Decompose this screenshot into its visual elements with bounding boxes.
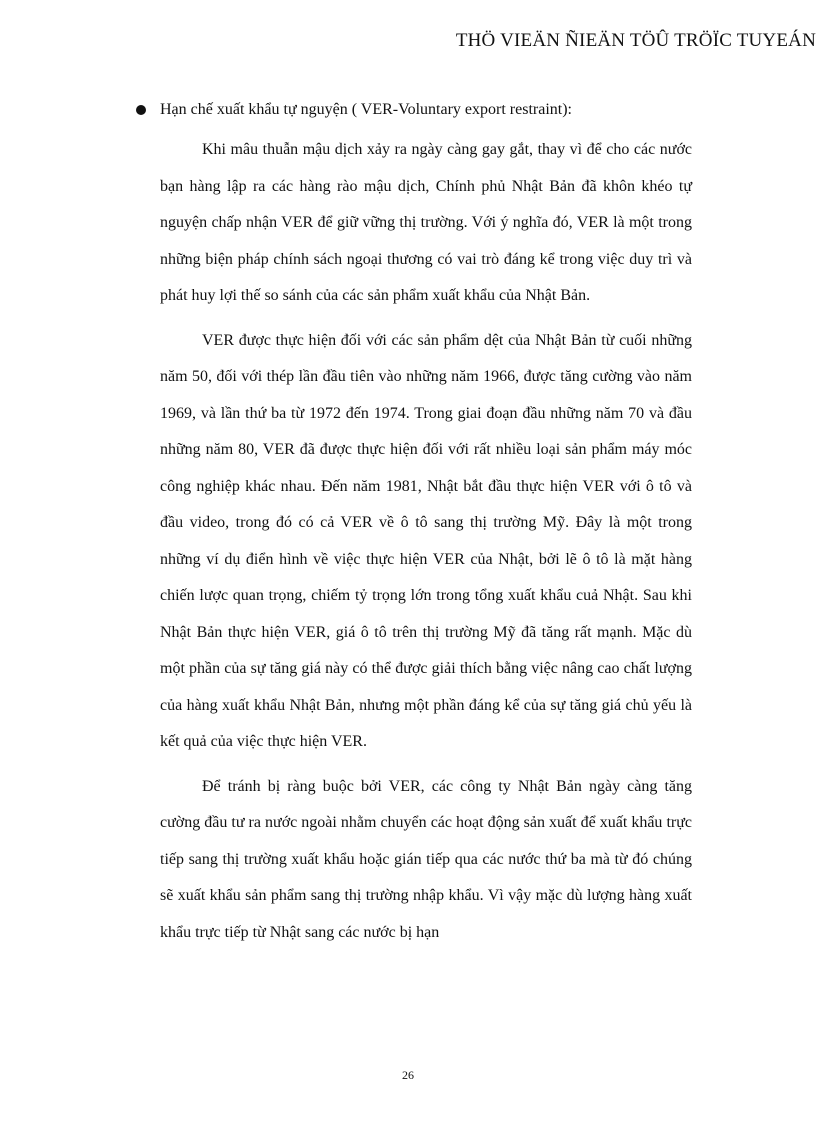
page-header: THÖ VIEÄN ÑIEÄN TÖÛ TRÖÏC TUYEÁN <box>455 30 816 51</box>
section-heading-text: Hạn chế xuất khẩu tự nguyện ( VER-Voluntary export restraint): <box>160 101 572 118</box>
document-body <box>160 96 692 959</box>
paragraph-3: Để tránh bị ràng buộc bởi VER, các công ty Nhật Bản ngày càng tăng cường đầu tư ra nước ngoài nhằm chuyển các hoạt động sản xuất để xuất khẩu trực tiếp sang thị trường xuất khẩu hoặc gián tiếp qua các nước thứ ba mà từ đó chúng sẽ xuất khẩu sản phẩm sang thị trường nhập khẩu. Vì vậy mặc dù lượng hàng xuất khẩu trực tiếp từ Nhật sang các nước bị hạn <box>160 777 692 941</box>
bullet-icon <box>136 105 146 115</box>
paragraph-2: VER được thực hiện đối với các sản phẩm dệt của Nhật Bản từ cuối những năm 50, đối với thép lần đầu tiên vào những năm 1966, được tăng cường vào năm 1969, và lần thứ ba từ 1972 đến 1974. Trong giai đoạn đầu những năm 70 và đầu những năm 80, VER đã được thực hiện đối với rất nhiều loại sản phẩm máy móc công nghiệp khác nhau. Đến năm 1981, Nhật bắt đầu thực hiện VER với ô tô và đầu video, trong đó có cả VER về ô tô sang thị trường Mỹ. Đây là một trong những ví dụ điển hình về việc thực hiện VER của Nhật, bởi lẽ ô tô là mặt hàng chiến lược quan trọng, chiếm tỷ trọng lớn trong tổng xuất khẩu cuả Nhật. Sau khi Nhật Bản thực hiện VER, giá ô tô trên thị trường Mỹ đã tăng rất mạnh. Mặc dù một phần của sự tăng giá này có thể được giải thích bằng việc nâng cao chất lượng của hàng xuất khẩu Nhật Bản, nhưng một phần đáng kể của sự tăng giá chủ yếu là kết quả của việc thực hiện VER. <box>160 331 692 750</box>
page-number: 26 <box>402 1068 414 1082</box>
paragraph-1: Khi mâu thuẫn mậu dịch xảy ra ngày càng gay gắt, thay vì để cho các nước bạn hàng lập ra các hàng rào mậu dịch, Chính phủ Nhật Bản đã khôn khéo tự nguyện chấp nhận VER để giữ vững thị trường. Với ý nghĩa đó, VER là một trong những biện pháp chính sách ngoại thương có vai trò đáng kể trong việc duy trì và phát huy lợi thế so sánh của các sản phẩm xuất khẩu của Nhật Bản. <box>160 141 692 304</box>
section-heading <box>136 96 692 124</box>
